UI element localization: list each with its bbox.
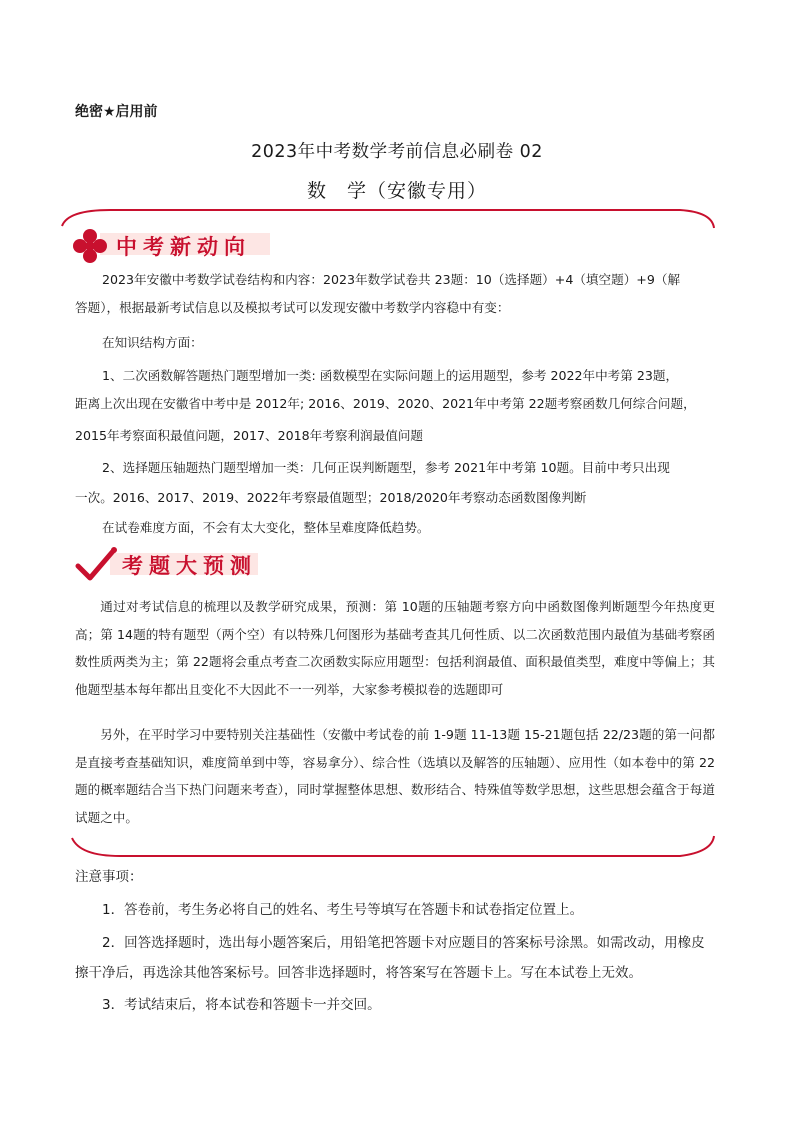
trends-line-6: 2015年考察面积最值问题，2017、2018年考察利润最值问题 bbox=[75, 428, 424, 443]
frame-top-curve bbox=[62, 210, 714, 228]
notice-item-2: 2．回答选择题时，选出每小题答案后，用铅笔把答题卡对应题目的答案标号涂黑。如需改动，用橡皮 bbox=[102, 935, 705, 951]
clover-icon bbox=[70, 226, 110, 266]
page-title: 2023年中考数学考前信息必刷卷 02 bbox=[251, 142, 543, 162]
trends-line-1: 2023年安徽中考数学试卷结构和内容：2023年数学试卷共 23题：10（选择题）+4（填空题）+9（解 bbox=[102, 272, 681, 287]
frame-bottom-curve bbox=[72, 836, 714, 856]
section-heading-trends: 中考新动向 bbox=[116, 235, 251, 259]
trends-line-9: 在试卷难度方面，不会有太大变化，整体呈难度降低趋势。 bbox=[102, 520, 430, 535]
forecast-paragraph-2: 另外，在平时学习中要特别关注基础性（安徽中考试卷的前 1-9题 11-13题 15-21题包括 22/23题的第一问都是直接考查基础知识，难度简单到中等，容易拿分）、综合性（选填以及解答的压轴题）、应用性（如本卷中的第 22题的概率题结合当下热门问题来考查），同时掌握整体思想、数形结合、特殊值等数学思想，这些思想会蕴含于每道试题之中。 bbox=[75, 727, 715, 825]
section-heading-forecast: 考题大预测 bbox=[122, 554, 257, 578]
notice-item-1: 1．答卷前，考生务必将自己的姓名、考生号等填写在答题卡和试卷指定位置上。 bbox=[102, 902, 584, 918]
notice-label: 注意事项： bbox=[75, 869, 143, 885]
trends-line-8: 一次。2016、2017、2019、2022年考察最值题型；2018/2020年考察动态函数图像判断 bbox=[75, 490, 587, 505]
trends-line-5: 距离上次出现在安徽省中考中是 2012年; 2016、2019、2020、2021年中考第 22题考察函数几何综合问题， bbox=[75, 396, 696, 411]
trends-line-4: 1、二次函数解答题热门题型增加一类: 函数模型在实际问题上的运用题型，参考 2022年中考第 23题， bbox=[102, 368, 679, 383]
page-subtitle: 数 学（安徽专用） bbox=[306, 180, 487, 202]
notice-item-2-cont: 擦干净后，再选涂其他答案标号。回答非选择题时，将答案写在答题卡上。写在本试卷上无效。 bbox=[75, 965, 642, 981]
trends-line-3: 在知识结构方面： bbox=[102, 335, 203, 350]
trends-line-7: 2、选择题压轴题热门题型增加一类：几何正误判断题型，参考 2021年中考第 10题。目前中考只出现 bbox=[102, 460, 670, 475]
confidential-label: 绝密★启用前 bbox=[75, 104, 158, 120]
notice-item-3: 3．考试结束后，将本试卷和答题卡一并交回。 bbox=[102, 997, 381, 1013]
trends-line-2: 答题），根据最新考试信息以及模拟考试可以发现安徽中考数学内容稳中有变： bbox=[75, 300, 510, 315]
checkmark-icon bbox=[74, 544, 118, 584]
forecast-paragraph-1: 通过对考试信息的梳理以及教学研究成果，预测：第 10题的压轴题考察方向中函数图像判断题型今年热度更高；第 14题的特有题型（两个空）有以特殊几何图形为基础考查其几何性质、以二次函数范围内最值为基础考察函数性质两类为主；第 22题将会重点考查二次函数实际应用题型：包括利润最值、面积最值类型，难度中等偏上；其他题型基本每年都出且变化不大因此不一一列举，大家参考模拟卷的选题即可 bbox=[75, 599, 715, 697]
